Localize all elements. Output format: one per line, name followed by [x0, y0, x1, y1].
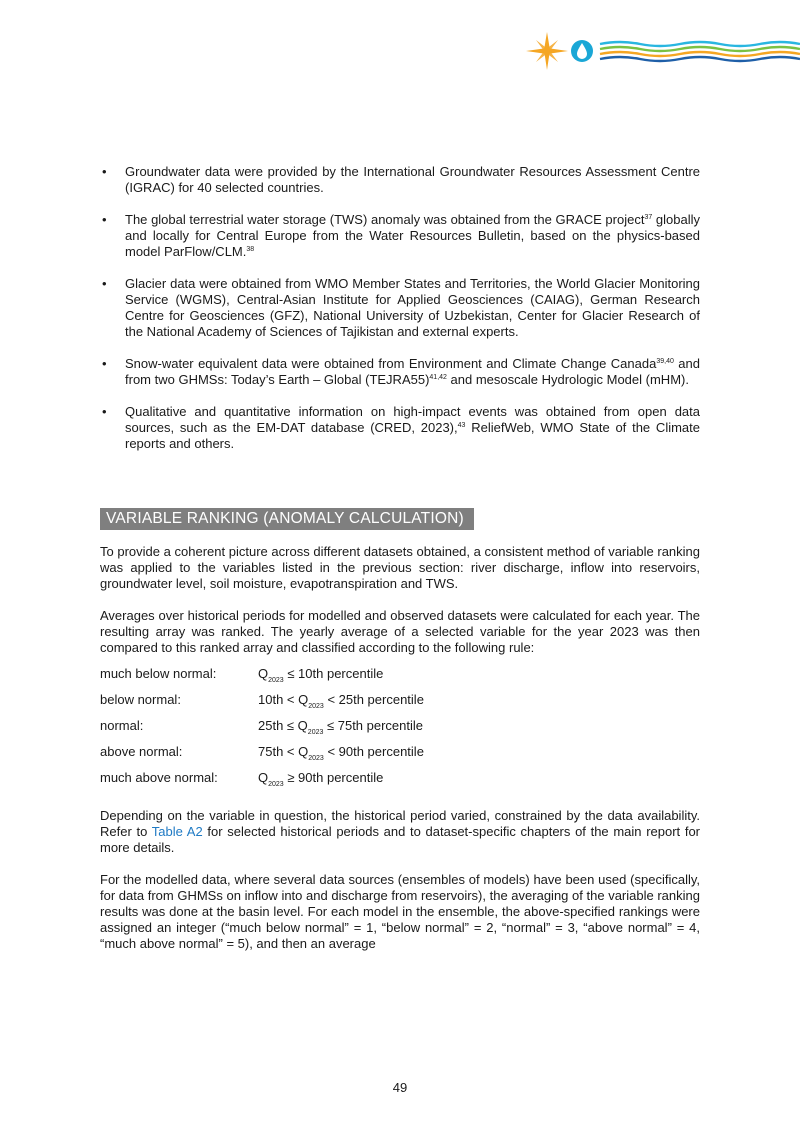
footnote-ref[interactable]: 39,40: [656, 358, 674, 365]
paragraph: Depending on the variable in question, the historical period varied, constrained by the data availability. Refer to Table A2 for selected historical periods and to dataset-specific chapters of the main report for more details.: [100, 808, 701, 855]
data-sources-list: [100, 164, 700, 452]
header-logo: [522, 30, 800, 76]
table-a2-link[interactable]: Table A2: [151, 824, 203, 839]
section-heading: VARIABLE RANKING (ANOMALY CALCULATION): [100, 508, 474, 530]
list-item: • Groundwater data were provided by the International Groundwater Resources Assessment Centre (IGRAC) for 40 selected countries.: [102, 164, 700, 195]
rule-row: much above normal: $Q_{2023} \ge 90th$ percentile: [100, 770, 384, 788]
list-item: • Snow-water equivalent data were obtained from Environment and Climate Change Canada$^{39,40}$ and from two GHMSs: Today’s Earth – Global (TEJRA55)$^{41,42}$ and mesoscale Hydrologic Model (mHM).: [102, 356, 700, 387]
page-number: 49: [392, 1080, 408, 1095]
footnote-ref[interactable]: 41,42: [429, 374, 447, 381]
water-drop-icon: [571, 40, 593, 62]
compass-star-icon: [526, 32, 568, 70]
bullet-icon: •: [102, 356, 107, 371]
paragraph: For the modelled data, where several data sources (ensembles of models) have been used (specifically, for data from GHMSs on inflow into and discharge from reservoirs), the averaging of the variable ranking results was done at the basin level. For each model in the ensemble, the above-specified rankings were assigned an integer (“much below normal” = 1, “below normal” = 2, “normal” = 3, “above normal” = 4, “much above normal” = 5), and then an average: [100, 872, 700, 951]
bullet-icon: •: [102, 404, 107, 419]
rule-row: below normal: $10th < Q_{2023} < 25th$ percentile: [100, 692, 424, 710]
page-content: [100, 164, 700, 968]
rule-row: above normal: $75th < Q_{2023} < 90th$ percentile: [100, 744, 424, 762]
bullet-icon: •: [102, 164, 107, 179]
rule-row: much below normal: $Q_{2023} \le 10th$ percentile: [100, 666, 384, 684]
list-item: • Qualitative and quantitative information on high-impact events was obtained from open data sources, such as the EM-DAT database (CRED, 2023),$^{43}$ ReliefWeb, WMO State of the Climate reports and others.: [102, 404, 700, 451]
list-item: • The global terrestrial water storage (TWS) anomaly was obtained from the GRACE project$^{37}$ globally and locally for Central Europe from the Water Resources Bulletin, based on the physics-based model ParFlow/CLM.$^{38}$: [102, 212, 701, 259]
footnote-ref[interactable]: 37: [644, 214, 653, 221]
rule-row: normal: $25th \le Q_{2023} \le 75th$ percentile: [100, 718, 424, 736]
ranking-rules: [100, 666, 700, 796]
waves-icon: [600, 42, 800, 61]
bullet-icon: •: [102, 276, 107, 291]
paragraph: To provide a coherent picture across different datasets obtained, a consistent method of variable ranking was applied to the variables listed in the previous section: river discharge, inflow into reservoirs, groundwater level, soil moisture, evapotranspiration and TWS.: [100, 544, 700, 591]
footnote-ref[interactable]: 38: [246, 246, 255, 253]
paragraph: Averages over historical periods for modelled and observed datasets were calculated for each year. The resulting array was ranked. The yearly average of a selected variable for the year 2023 was then compared to this ranked array and classified according to the following rule:: [100, 608, 700, 655]
bullet-icon: •: [102, 212, 107, 227]
list-item: • Glacier data were obtained from WMO Member States and Territories, the World Glacier Monitoring Service (WGMS), Central-Asian Institute for Applied Geosciences (CAIAG), German Research Centre for Geosciences (GFZ), National University of Uzbekistan, Center for Glacier Research of the National Academy of Sciences of Tajikistan and external experts.: [102, 276, 700, 339]
footnote-ref[interactable]: 43: [457, 422, 466, 429]
